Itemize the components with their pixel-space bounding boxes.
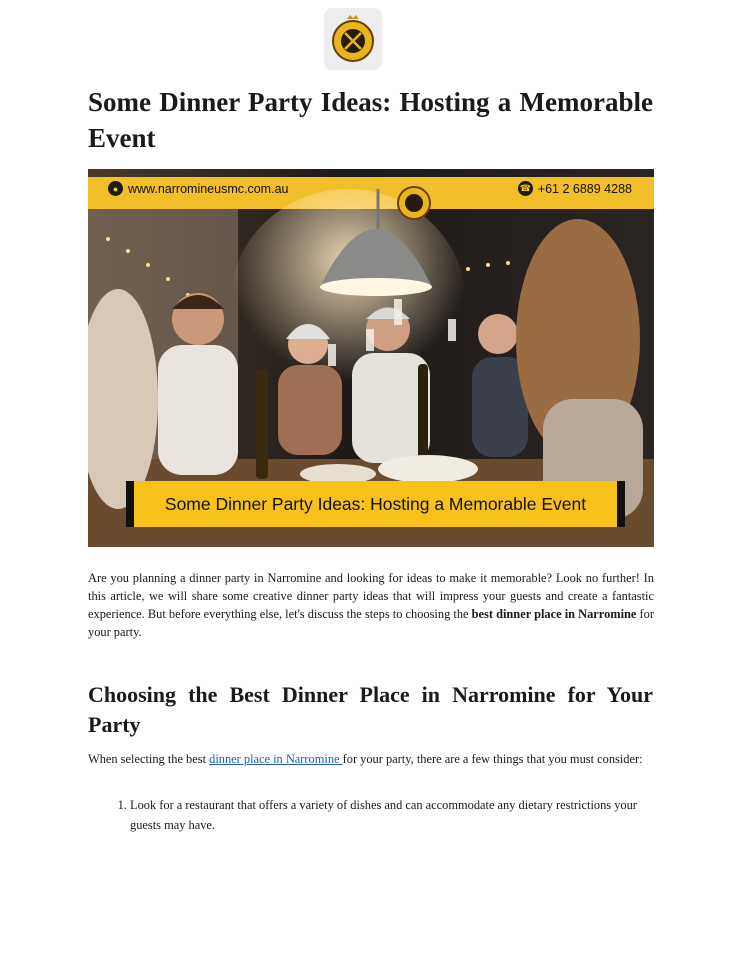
intro-paragraph xyxy=(88,569,654,641)
club-logo xyxy=(324,8,382,70)
website-text: www.narromineusmc.com.au xyxy=(128,181,289,196)
section-paragraph xyxy=(88,750,654,768)
considerations-list xyxy=(110,795,650,835)
article-title: Some Dinner Party Ideas: Hosting a Memorable Event xyxy=(88,87,653,153)
globe-icon: ● xyxy=(108,181,123,196)
hero-image xyxy=(88,169,654,547)
phone-icon: ☎ xyxy=(518,181,533,196)
hero-phone xyxy=(518,181,632,196)
dinner-place-link[interactable]: dinner place in Narromine xyxy=(209,752,343,766)
section-heading: Choosing the Best Dinner Place in Narromine for Your Party xyxy=(88,682,653,737)
intro-text-end: for your party. xyxy=(88,607,654,639)
intro-text-start: Are you planning a dinner party in Narromine and looking for ideas to make it memorable? Look no further! In this article, we will share some creative dinner party ideas that will impress your guests and create a fantastic experience. But before everything else, let's discuss the steps to choosing the xyxy=(88,571,654,621)
phone-text: +61 2 6889 4288 xyxy=(537,181,632,196)
intro-bold-text: best dinner place in Narromine xyxy=(471,607,637,621)
section-text-start: When selecting the best xyxy=(88,752,210,766)
hero-website xyxy=(108,181,288,196)
list-item: 1. Look for a restaurant that offers a variety of dishes and can accommodate any dietary restrictions your guests may have. xyxy=(130,795,650,835)
club-emblem-icon xyxy=(330,13,376,65)
section-text-end: for your party, there are a few things that you must consider: xyxy=(342,752,643,766)
hero-banner: Some Dinner Party Ideas: Hosting a Memorable Event xyxy=(126,481,625,527)
